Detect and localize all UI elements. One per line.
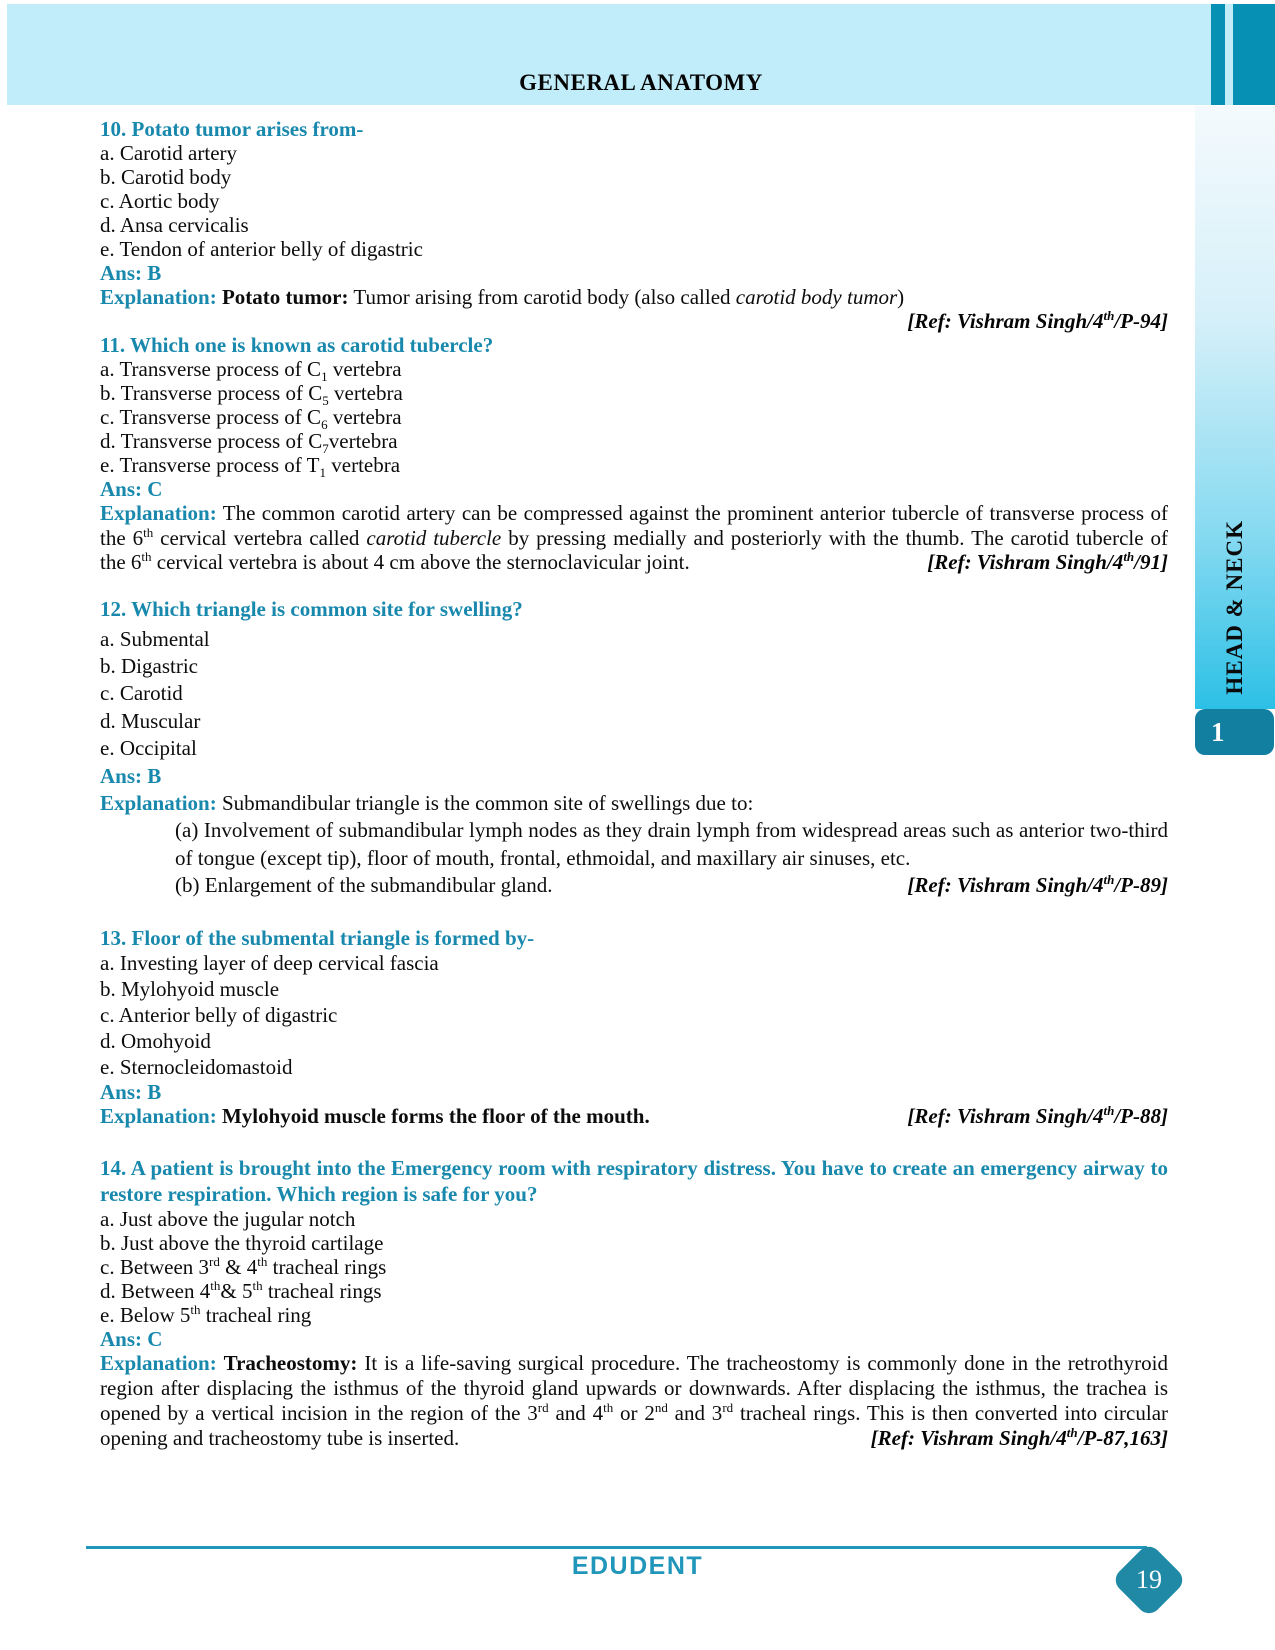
explanation-text: The common carotid artery can be compressed against the prominent anterior tubercle of transverse process of the 6th cervical vertebra called carotid tubercle by pressing medially and posteriorly with the thumb. The carotid tubercle of the 6th cervical vertebra is about 4 cm above the sternoclavicular joint. bbox=[100, 501, 1168, 574]
answer: Ans: C bbox=[100, 477, 163, 501]
section-tab-label: HEAD & NECK bbox=[1222, 520, 1247, 695]
explanation-text: Tracheostomy: It is a life-saving surgical procedure. The tracheostomy is commonly done in the retrothyroid region after displacing the isthmus of the thyroid gland upwards or downwards. After displacing the isthmus, the trachea is opened by a vertical incision in the region of the 3rd and 4th or 2nd and 3rd tracheal rings. This is then converted into circular opening and tracheostomy tube is inserted. bbox=[100, 1350, 1169, 1450]
question-title: 14. A patient is brought into the Emergency room with respiratory distress. You have to create an emergency airway to restore respiration. Which region is safe for you? bbox=[100, 1155, 1168, 1206]
reference: [Ref: Vishram Singh/4th/P-89] bbox=[907, 872, 1168, 898]
explanation bbox=[100, 501, 1168, 575]
explanation bbox=[100, 285, 1168, 309]
option-d: d. Muscular bbox=[100, 708, 201, 733]
question-title: 11. Which one is known as carotid tubercle? bbox=[100, 333, 494, 357]
chapter-number: 1 bbox=[1211, 716, 1225, 747]
explanation-text: Mylohyoid muscle forms the floor of the mouth. bbox=[221, 1103, 650, 1128]
explanation-text: Submandibular triangle is the common site of swellings due to: bbox=[216, 790, 754, 815]
reference: [Ref: Vishram Singh/4th/P-94] bbox=[907, 308, 1168, 333]
option-c: c. Carotid bbox=[100, 681, 183, 706]
item-text: (b) Enlargement of the submandibular gland. bbox=[175, 873, 553, 898]
option-d: d. Omohyoid bbox=[100, 1028, 211, 1053]
question-title: 10. Potato tumor arises from- bbox=[100, 117, 364, 141]
question-13 bbox=[100, 926, 1168, 1128]
chapter-number-badge bbox=[1195, 709, 1274, 755]
question-12 bbox=[100, 597, 1168, 900]
option-c: c. Aortic body bbox=[100, 189, 220, 213]
page-number: 19 bbox=[1136, 1565, 1162, 1594]
reference: [Ref: Vishram Singh/4th/91] bbox=[927, 549, 1168, 574]
question-14 bbox=[100, 1155, 1168, 1451]
option-b: b. Carotid body bbox=[100, 165, 232, 189]
option-d: d. Transverse process of $C_7vertebra$ bbox=[100, 429, 398, 457]
brand-logo: EDUDENT bbox=[571, 1552, 704, 1580]
option-d: d. Between 4th& 5th tracheal rings bbox=[100, 1277, 382, 1303]
section-tab bbox=[1195, 106, 1275, 709]
option-e: e. Tendon of anterior belly of digastric bbox=[100, 237, 423, 261]
explanation-label: Explanation: bbox=[100, 1103, 217, 1128]
option-a: a. Investing layer of deep cervical fascia bbox=[100, 950, 439, 975]
explanation-item-b bbox=[175, 872, 1168, 899]
question-title: 13. Floor of the submental triangle is formed by- bbox=[100, 925, 535, 950]
option-a: a. Transverse process of $C_1$ vertebra bbox=[100, 357, 402, 385]
option-c: c. Anterior belly of digastric bbox=[100, 1002, 338, 1027]
answer: Ans: B bbox=[100, 261, 162, 285]
option-e: e. Occipital bbox=[100, 736, 197, 761]
reference-line bbox=[100, 309, 1168, 333]
option-d: d. Ansa cervicalis bbox=[100, 213, 249, 237]
header-accent-bar-thin bbox=[1211, 4, 1225, 105]
option-e: e. Below 5th tracheal ring bbox=[100, 1301, 312, 1327]
page-title: GENERAL ANATOMY bbox=[519, 70, 763, 95]
reference: [Ref: Vishram Singh/4th/P-88] bbox=[907, 1102, 1168, 1128]
question-content bbox=[100, 117, 1168, 1451]
header-band bbox=[7, 4, 1275, 105]
explanation bbox=[100, 790, 1168, 817]
question-10 bbox=[100, 117, 1168, 333]
option-c: c. Transverse process of $C_6$ vertebra bbox=[100, 405, 402, 433]
option-c: c. Between 3rd & 4th tracheal rings bbox=[100, 1253, 387, 1279]
question-title: 12. Which triangle is common site for swelling? bbox=[100, 596, 523, 621]
option-a: a. Submental bbox=[100, 626, 210, 651]
option-e: e. Transverse process of $T_1$ vertebra bbox=[100, 453, 401, 481]
explanation-label: Explanation: bbox=[100, 285, 217, 309]
explanation bbox=[100, 1104, 1168, 1128]
explanation-label: Explanation: bbox=[100, 790, 217, 815]
answer: Ans: B bbox=[100, 763, 162, 788]
option-a: a. Carotid artery bbox=[100, 141, 238, 165]
option-b: b. Digastric bbox=[100, 653, 198, 678]
option-e: e. Sternocleidomastoid bbox=[100, 1054, 293, 1079]
explanation-text: Potato tumor: Tumor arising from carotid body (also called carotid body tumor) bbox=[221, 285, 905, 309]
answer: Ans: B bbox=[100, 1079, 162, 1104]
explanation bbox=[100, 1351, 1168, 1451]
explanation-label: Explanation: bbox=[100, 501, 217, 525]
explanation-item-a: (a) Involvement of submandibular lymph nodes as they drain lymph from widespread areas such as anterior two-third of tongue (except tip), floor of mouth, frontal, ethmoidal, and maxillary air sinuses, etc. bbox=[175, 818, 1168, 870]
option-b: b. Mylohyoid muscle bbox=[100, 976, 280, 1001]
option-b: b. Transverse process of $C_5$ vertebra bbox=[100, 381, 403, 409]
header-accent-bar-thick bbox=[1233, 4, 1275, 105]
option-b: b. Just above the thyroid cartilage bbox=[100, 1230, 384, 1255]
explanation-label: Explanation: bbox=[100, 1350, 217, 1375]
reference: [Ref: Vishram Singh/4th/P-87,163] bbox=[870, 1424, 1168, 1450]
question-11 bbox=[100, 333, 1168, 575]
answer: Ans: C bbox=[100, 1326, 163, 1351]
option-a: a. Just above the jugular notch bbox=[100, 1206, 356, 1231]
footer-divider bbox=[86, 1546, 1147, 1549]
